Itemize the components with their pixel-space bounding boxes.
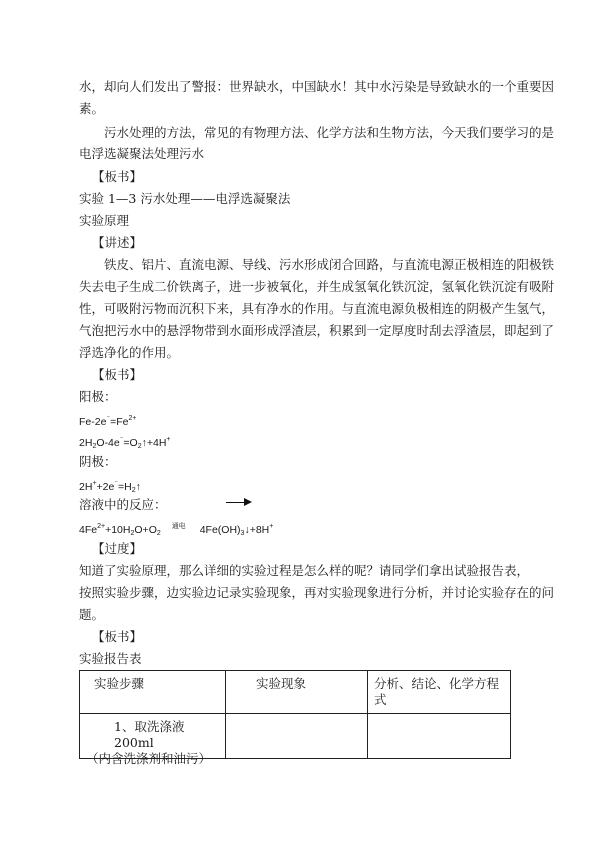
board-heading: 【板书】 (92, 169, 143, 184)
header-analysis-cont: 式 (374, 692, 387, 707)
cathode-equation (79, 476, 549, 499)
table-cell (80, 714, 226, 766)
formula-text: =Fe (110, 416, 129, 428)
formula-sub: 2 (92, 443, 97, 450)
formula-text: ↓+8H (244, 524, 270, 536)
formula-sub: 2 (130, 530, 135, 537)
lecture-heading: 【讲述】 (92, 235, 143, 250)
paragraph-line: 素。 (79, 101, 105, 116)
solution-reaction-label: 溶液中的反应： (79, 497, 167, 512)
table-header-cell (226, 671, 368, 714)
header-phenomena: 实验现象 (256, 676, 307, 691)
table-cell (226, 714, 368, 759)
header-steps: 实验步骤 (94, 676, 145, 691)
reaction-arrow (226, 502, 246, 503)
formula-sup: ⁻ (119, 436, 124, 443)
paragraph-line: 性，可吸附污物而沉积下来，具有净水的作用。与直流电源负极相连的阴极产生氢气， (79, 301, 555, 316)
paragraph-line: 铁皮、铝片、直流电源、导线、污水形成闭合回路，与直流电源正极相连的阳极铁 (104, 257, 555, 272)
formula-text: =H (118, 481, 132, 493)
section-label: 实验原理 (79, 213, 130, 228)
anode-equation-1 (79, 411, 549, 430)
formula-sup: + (166, 436, 171, 443)
transition-heading: 【过度】 (92, 541, 143, 556)
table-header-row (80, 671, 511, 714)
paragraph-line: 按照实验步骤，边实验边记录实验现象，再对实验现象进行分析，并讨论实验存在的问 (79, 585, 555, 600)
reaction-arrow-head-icon (244, 498, 252, 506)
table-row (80, 714, 511, 759)
experiment-report-table (79, 670, 511, 766)
paragraph-line: 题。 (79, 607, 105, 622)
formula-sup: + (92, 480, 97, 487)
formula-text: 2H (79, 481, 93, 493)
formula-sup: 2+ (97, 523, 106, 530)
experiment-title: 实验 1—3 污水处理——电浮选凝聚法 (79, 191, 291, 206)
reaction-condition: 通电 (171, 523, 186, 530)
formula-text: 2H (79, 437, 93, 449)
anode-equation-2 (79, 432, 549, 455)
paragraph-line: 气泡把污水中的悬浮物带到水面形成浮渣层，积累到一定厚度时刮去浮渣层，即起到了 (79, 323, 555, 338)
formula-text: O-4e (96, 437, 120, 449)
formula-text: ↑+4H (141, 437, 167, 449)
formula-text: ↑ (135, 481, 141, 493)
formula-text: =O (123, 437, 138, 449)
formula-text: 4Fe(OH) (199, 524, 241, 536)
paragraph-line: 污水处理的方法，常见的有物理方法、化学方法和生物方法，今天我们要学习的是 (104, 125, 555, 140)
formula-text: O+O (134, 524, 157, 536)
report-title: 实验报告表 (79, 651, 142, 666)
formula-text: 4Fe (79, 524, 98, 536)
formula-sub: 2 (156, 530, 161, 537)
formula-sub: 2 (137, 443, 142, 450)
formula-sup: + (269, 523, 274, 530)
formula-text: +2e (96, 481, 115, 493)
step-text: 1、取洗涤液 200ml (114, 719, 185, 750)
paragraph-line: 浮选净化的作用。 (79, 345, 180, 360)
table-header-cell (368, 671, 511, 714)
board-heading: 【板书】 (92, 367, 143, 382)
formula-sub: 3 (240, 530, 245, 537)
paragraph-line: 电浮选凝聚法处理污水 (79, 146, 205, 161)
paragraph-line: 水，却向人们发出了警报：世界缺水，中国缺水！其中水污染是导致缺水的一个重要因 (79, 79, 555, 94)
formula-text: +10H (105, 524, 131, 536)
cathode-label: 阴极： (79, 454, 117, 469)
formula-sup: ⁻ (106, 415, 111, 422)
header-analysis: 分析、结论、化学方程 (374, 676, 500, 691)
anode-label: 阳极： (79, 389, 117, 404)
overall-equation (79, 519, 549, 542)
paragraph-line: 知道了实验原理，那么详细的实验过程是怎么样的呢？请同学们拿出试验报告表， (79, 563, 530, 578)
table-cell (368, 714, 511, 759)
board-heading: 【板书】 (92, 629, 143, 644)
formula-sub: 2 (131, 487, 136, 494)
formula-text: Fe-2e (79, 416, 107, 428)
formula-sup: ⁻ (114, 480, 119, 487)
table-header-cell (80, 671, 226, 714)
formula-sup: 2+ (128, 415, 137, 422)
paragraph-line: 失去电子生成二价铁离子，进一步被氧化，并生成氢氧化铁沉淀，氢氧化铁沉淀有吸附 (79, 279, 555, 294)
step-text: （内含洗涤剂和油污） (86, 751, 212, 766)
